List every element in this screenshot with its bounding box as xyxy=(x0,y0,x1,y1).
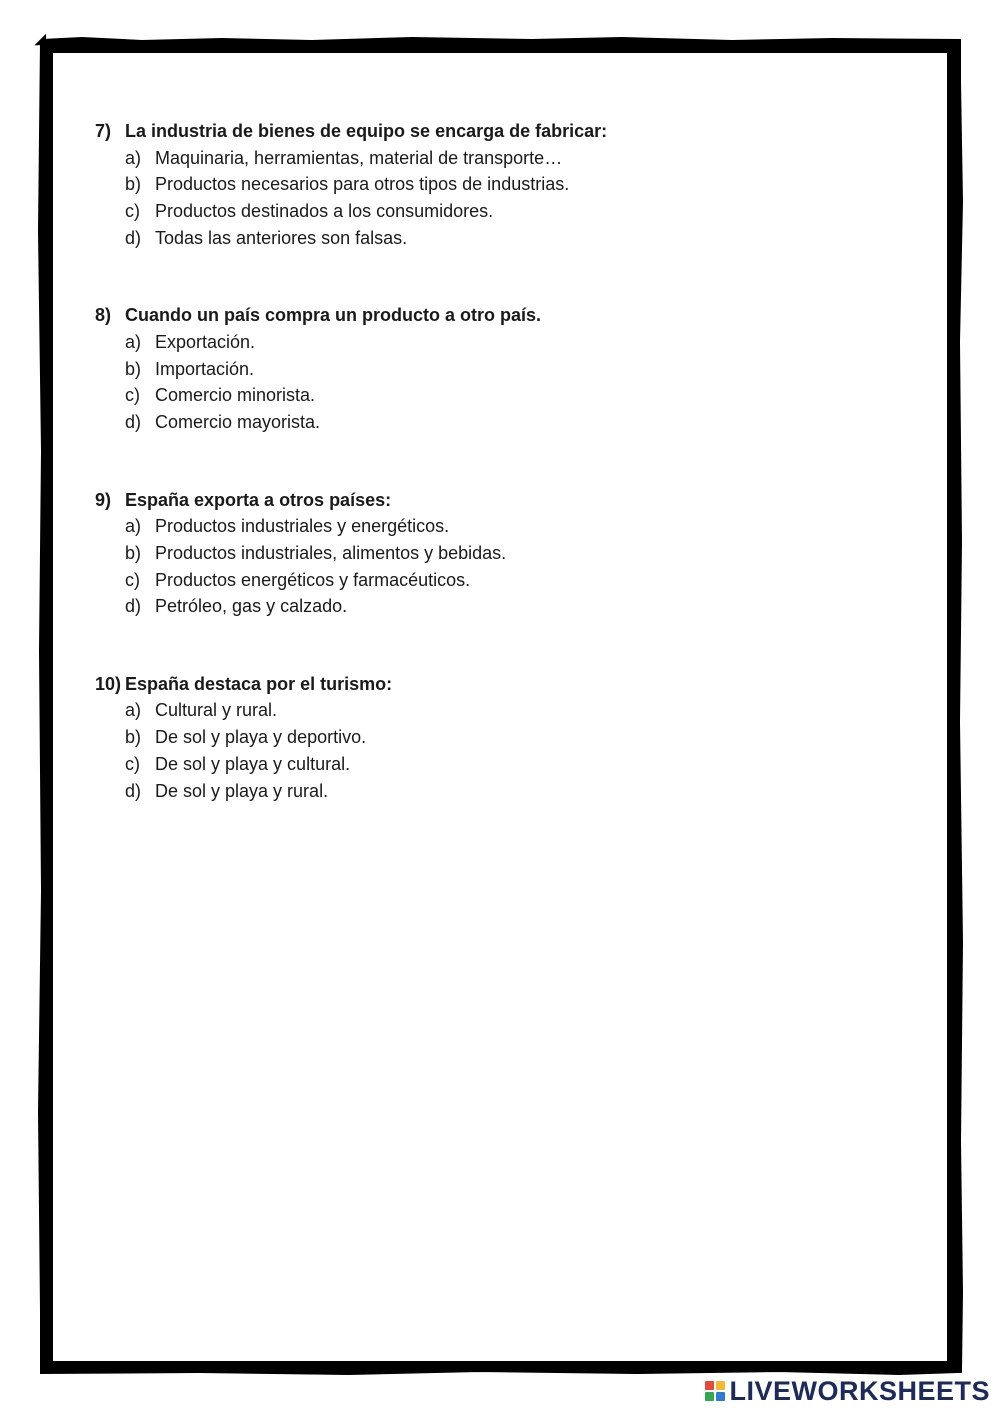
option-letter: a) xyxy=(125,331,142,352)
answer-option[interactable] xyxy=(125,171,915,198)
question-block xyxy=(95,487,915,620)
option-text: Comercio minorista. xyxy=(155,385,316,406)
option-text: Todas las anteriores son falsas. xyxy=(155,227,408,248)
option-letter: d) xyxy=(125,780,142,801)
option-letter: a) xyxy=(125,700,142,721)
question-text: España destaca por el turismo: xyxy=(125,673,393,694)
answer-option[interactable] xyxy=(125,329,915,356)
questions-list xyxy=(95,118,915,855)
option-letter: c) xyxy=(125,200,140,221)
answer-options xyxy=(95,145,915,252)
logo-square xyxy=(716,1381,725,1390)
liveworksheets-watermark xyxy=(705,1377,990,1405)
answer-option[interactable] xyxy=(125,778,915,805)
logo-square xyxy=(716,1392,725,1401)
option-letter: b) xyxy=(125,727,142,748)
logo-square xyxy=(705,1392,714,1401)
answer-option[interactable] xyxy=(125,513,915,540)
option-text: De sol y playa y cultural. xyxy=(155,753,351,774)
option-text: Productos energéticos y farmacéuticos. xyxy=(155,569,471,590)
option-letter: b) xyxy=(125,358,142,379)
option-text: Maquinaria, herramientas, material de transporte… xyxy=(155,147,563,168)
answer-option[interactable] xyxy=(125,409,915,436)
option-text: Productos necesarios para otros tipos de industrias. xyxy=(155,174,570,195)
answer-option[interactable] xyxy=(125,593,915,620)
option-letter: b) xyxy=(125,542,142,563)
logo-square xyxy=(705,1381,714,1390)
option-text: Exportación. xyxy=(155,331,256,352)
question-number: 10) xyxy=(95,673,122,694)
answer-option[interactable] xyxy=(125,697,915,724)
option-text: Petróleo, gas y calzado. xyxy=(155,596,348,617)
option-text: Comercio mayorista. xyxy=(155,411,321,432)
option-letter: b) xyxy=(125,174,142,195)
answer-options xyxy=(95,697,915,804)
question-block xyxy=(95,671,915,804)
option-letter: d) xyxy=(125,227,142,248)
answer-option[interactable] xyxy=(125,567,915,594)
option-text: Productos destinados a los consumidores. xyxy=(155,200,494,221)
answer-options xyxy=(95,329,915,436)
answer-option[interactable] xyxy=(125,225,915,252)
option-letter: c) xyxy=(125,385,140,406)
question-heading xyxy=(95,671,915,698)
option-letter: a) xyxy=(125,147,142,168)
answer-option[interactable] xyxy=(125,751,915,778)
question-heading xyxy=(95,487,915,514)
liveworksheets-logo-icon xyxy=(705,1381,725,1401)
question-text: España exporta a otros países: xyxy=(125,489,392,510)
answer-option[interactable] xyxy=(125,540,915,567)
option-text: Cultural y rural. xyxy=(155,700,278,721)
question-text: Cuando un país compra un producto a otro país. xyxy=(125,305,542,326)
option-letter: c) xyxy=(125,753,140,774)
option-letter: d) xyxy=(125,411,142,432)
option-letter: d) xyxy=(125,596,142,617)
answer-option[interactable] xyxy=(125,356,915,383)
question-heading xyxy=(95,302,915,329)
question-number: 9) xyxy=(95,489,112,510)
answer-options xyxy=(95,513,915,620)
watermark-text: LIVEWORKSHEETS xyxy=(729,1375,990,1406)
option-text: Importación. xyxy=(155,358,255,379)
question-number: 8) xyxy=(95,305,112,326)
question-heading xyxy=(95,118,915,145)
option-text: De sol y playa y deportivo. xyxy=(155,727,367,748)
answer-option[interactable] xyxy=(125,724,915,751)
question-block xyxy=(95,302,915,435)
option-text: De sol y playa y rural. xyxy=(155,780,329,801)
question-text: La industria de bienes de equipo se encarga de fabricar: xyxy=(125,121,608,141)
option-letter: c) xyxy=(125,569,140,590)
answer-option[interactable] xyxy=(125,382,915,409)
option-text: Productos industriales y energéticos. xyxy=(155,516,450,537)
question-number: 7) xyxy=(95,121,112,141)
option-letter: a) xyxy=(125,516,142,537)
option-text: Productos industriales, alimentos y bebidas. xyxy=(155,542,507,563)
answer-option[interactable] xyxy=(125,198,915,225)
question-block xyxy=(95,118,915,251)
answer-option[interactable] xyxy=(125,145,915,172)
